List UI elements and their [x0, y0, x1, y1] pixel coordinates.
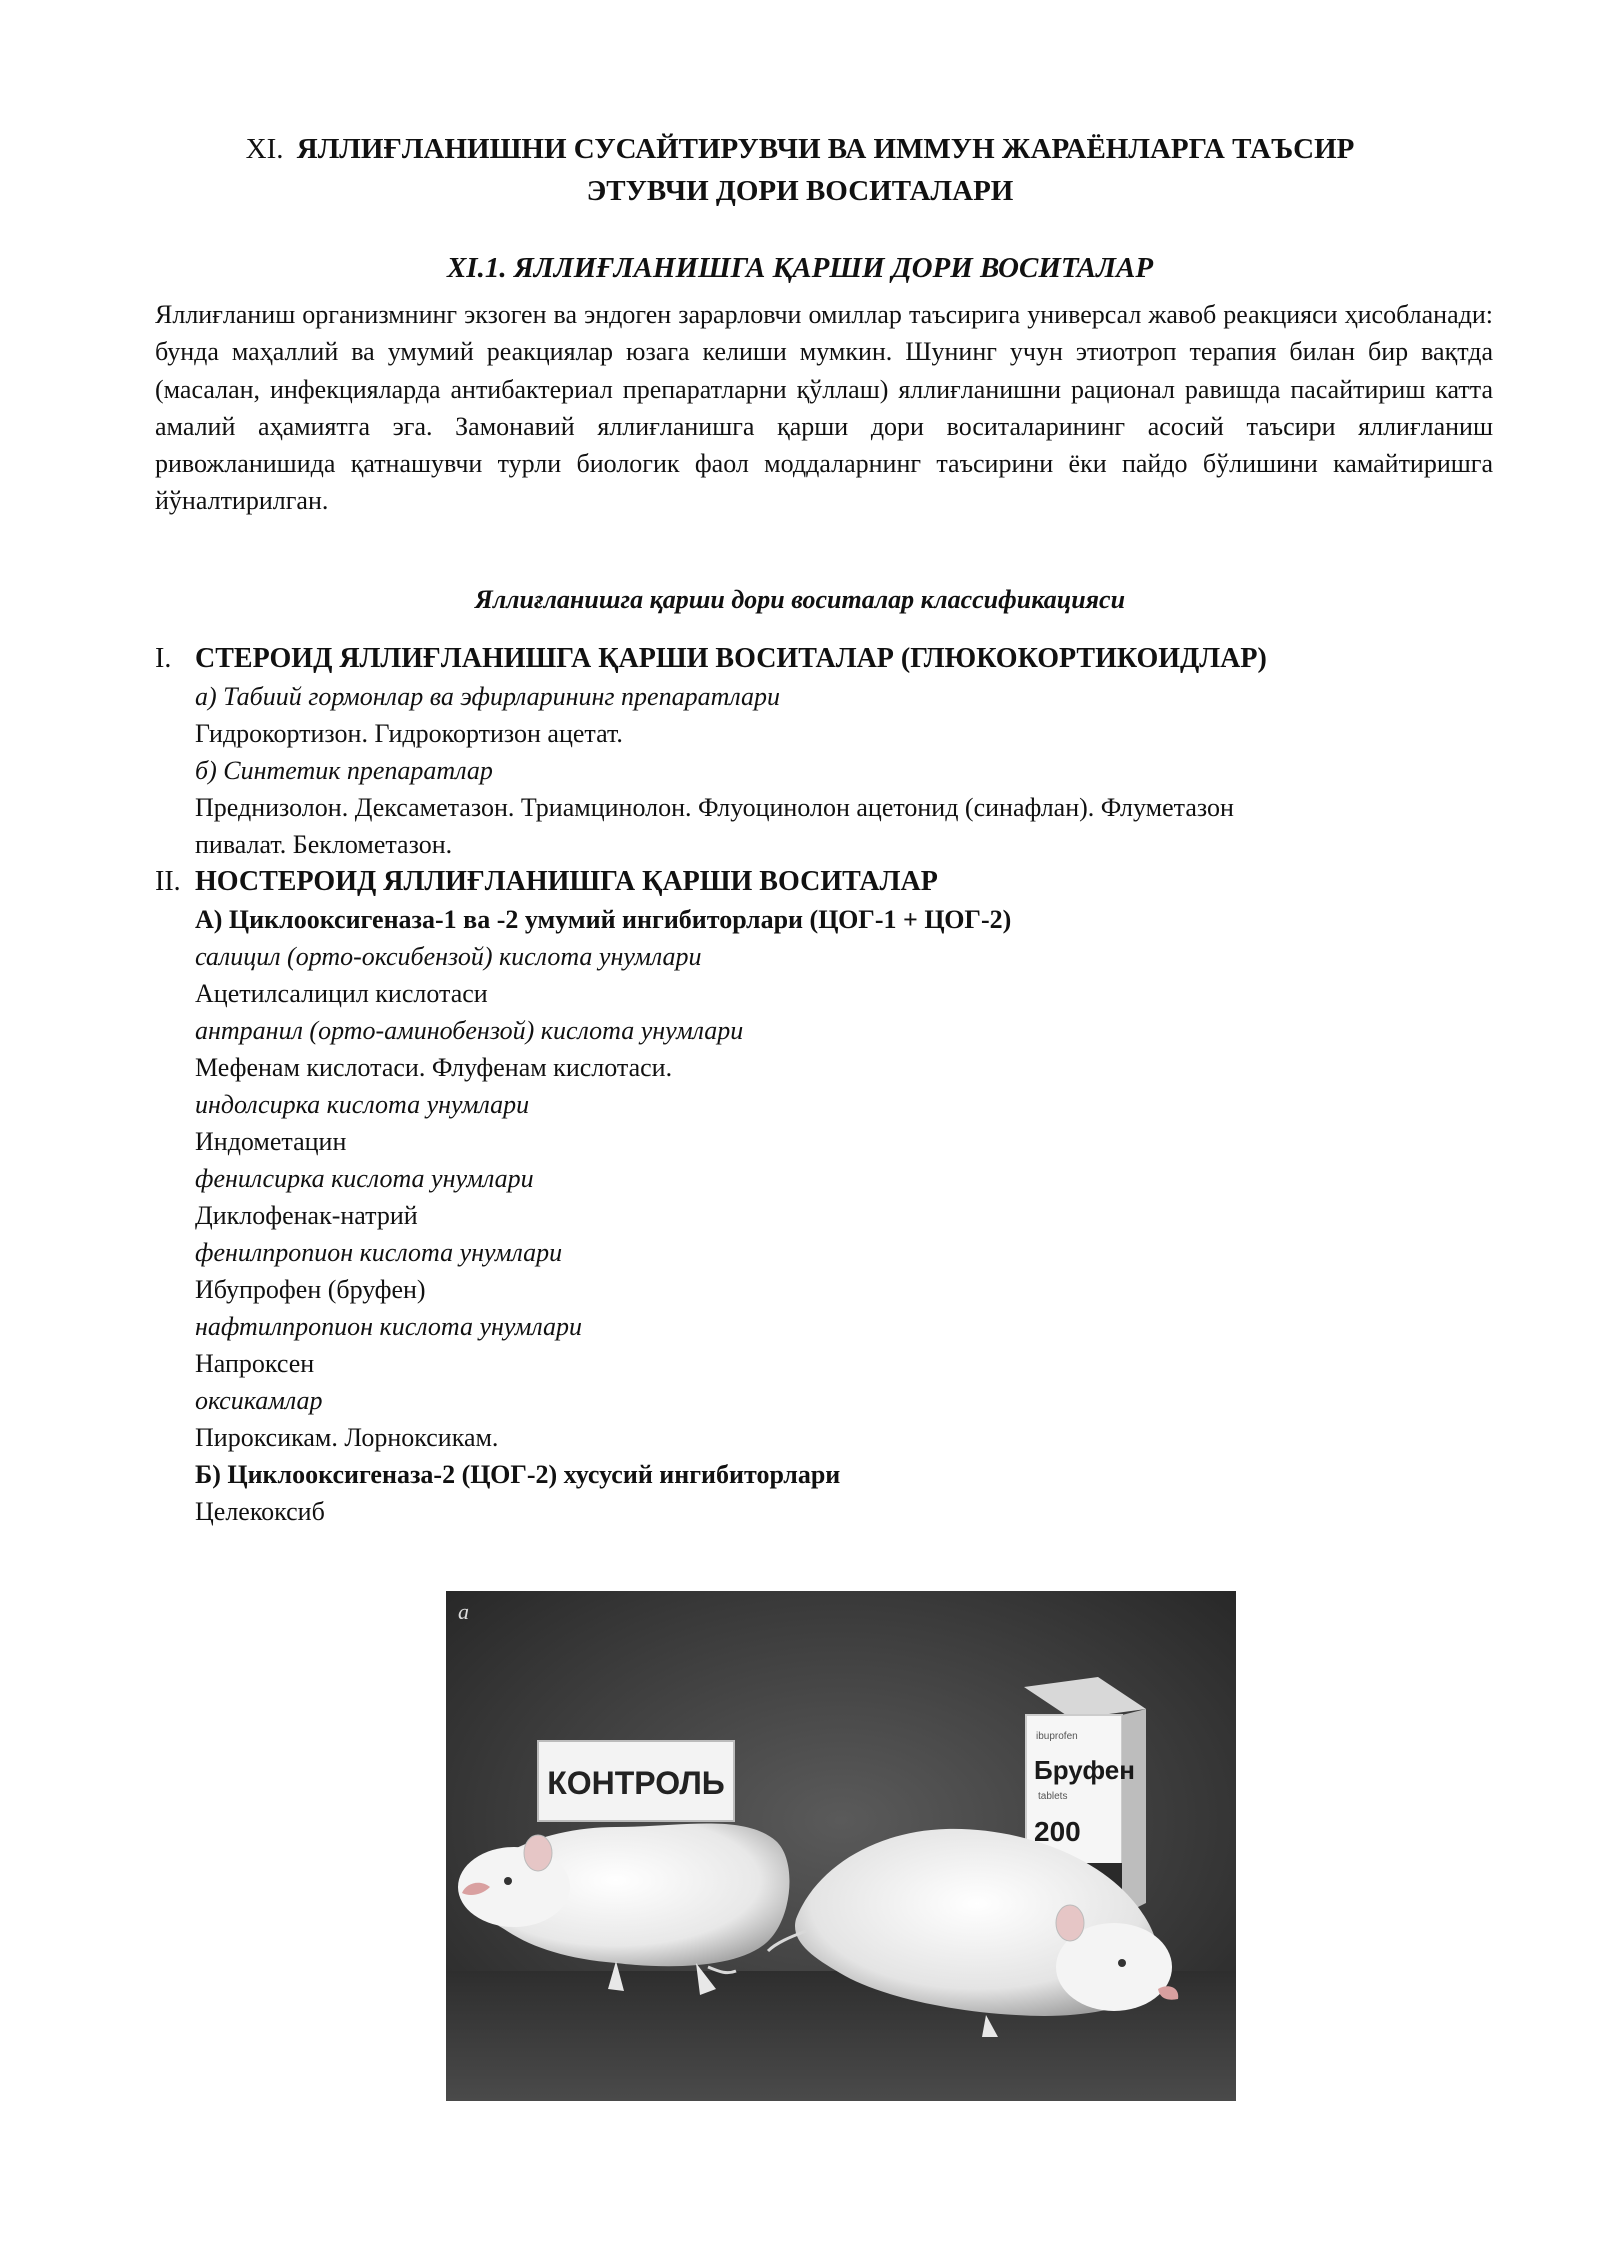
group-label: фенилпропион кислота унумлари: [195, 1238, 563, 1267]
section-heading: [155, 863, 1495, 901]
group-label: фенилсирка кислота унумлари: [195, 1164, 534, 1193]
subsection-heading: Б) Циклооксигеназа-2 (ЦОГ-2) хусусий ингибиторлари: [195, 1460, 841, 1489]
chapter-title-line-2: ЭТУВЧИ ДОРИ ВОСИТАЛАРИ: [586, 175, 1014, 207]
drug-list: Напроксен: [195, 1349, 315, 1378]
chapter-title: [150, 128, 1450, 212]
nonsteroid-section: [155, 863, 1495, 1530]
box-dose: 200: [1034, 1816, 1081, 1847]
chapter-title-line-1: ЯЛЛИҒЛАНИШНИ СУСАЙТИРУВЧИ ВА ИММУН ЖАРАЁНЛАРГА ТАЪСИР: [296, 133, 1355, 165]
drug-list: Диклофенак-натрий: [195, 1201, 418, 1230]
drug-list: Гидрокортизон. Гидрокортизон ацетат.: [195, 719, 623, 748]
control-sign-text: КОНТРОЛЬ: [547, 1765, 725, 1801]
intro-paragraph: Яллиғланиш организмнинг экзоген ва эндоген зарарловчи омиллар таъсирига универсал жавоб реакцияси ҳисобланади: бунда маҳаллий ва умумий реакциялар юзага келиши мумкин. Шунинг учун этиотроп терапия билан бир вақтда (масалан, инфекцияларда антибактериал препаратларни қўллаш) яллиғланишни рационал равишда пасайтириш катта амалий аҳамиятга эга. Замонавий яллиғланишга қарши дори воситаларининг асосий таъсири яллиғланиш ривожланишида қатнашувчи турли биологик фаол моддаларнинг таъсирини ёки пайдо бўлишини камайтиришга йўналтирилган.: [155, 300, 1493, 516]
drug-list: Ацетилсалицил кислотаси: [195, 979, 488, 1008]
group-label: салицил (орто-оксибензой) кислота унумлари: [195, 942, 702, 971]
section-number: I.: [155, 643, 172, 674]
subsection-heading: А) Циклооксигеназа-1 ва -2 умумий ингибиторлари (ЦОГ-1 + ЦОГ-2): [195, 905, 1012, 934]
section-items: [195, 678, 1495, 863]
section-number: II.: [155, 866, 181, 897]
group-label: индолсирка кислота унумлари: [195, 1090, 530, 1119]
group-label: а) Табиий гормонлар ва эфирларининг препаратлари: [195, 682, 781, 711]
drug-list: пивалат. Беклометазон.: [195, 830, 453, 859]
panel-label: а: [458, 1599, 469, 1624]
control-sign: [538, 1741, 734, 1821]
section-title: СТЕРОИД ЯЛЛИҒЛАНИШГА ҚАРШИ ВОСИТАЛАР (ГЛЮКОКОРТИКОИДЛАР): [195, 643, 1267, 674]
box-brand: Бруфен: [1034, 1755, 1135, 1785]
steroid-section: [155, 640, 1495, 863]
section-heading: [155, 640, 1495, 678]
drug-list: Мефенам кислотаси. Флуфенам кислотаси.: [195, 1053, 673, 1082]
drug-list: Преднизолон. Дексаметазон. Триамцинолон. Флуоцинолон ацетонид (синафлан). Флуметазон: [195, 793, 1234, 822]
rats-photo: [446, 1591, 1236, 2101]
drug-list: Ибупрофен (бруфен): [195, 1275, 426, 1304]
drug-list: Целекоксиб: [195, 1497, 325, 1526]
drug-list: Индометацин: [195, 1127, 347, 1156]
drug-list: Пироксикам. Лорноксикам.: [195, 1423, 499, 1452]
group-label: оксикамлар: [195, 1386, 323, 1415]
group-label: нафтилпропион кислота унумлари: [195, 1312, 583, 1341]
box-small-top: ibuprofen: [1036, 1731, 1078, 1742]
section-title: НОСТЕРОИД ЯЛЛИҒЛАНИШГА ҚАРШИ ВОСИТАЛАР: [195, 866, 938, 897]
classification-heading: Яллиғланишга қарши дори воситалар классификацияси: [474, 585, 1126, 614]
group-label: антранил (орто-аминобензой) кислота унумлари: [195, 1016, 744, 1045]
section-subtitle: XI.1. ЯЛЛИҒЛАНИШГА ҚАРШИ ДОРИ ВОСИТАЛАР: [446, 252, 1154, 284]
box-small-mid: tablets: [1038, 1791, 1068, 1802]
group-label: б) Синтетик препаратлар: [195, 756, 493, 785]
section-items: [195, 901, 1495, 1530]
rats-photo-graphic: [446, 1591, 1236, 2101]
chapter-number: XI.: [245, 133, 284, 165]
